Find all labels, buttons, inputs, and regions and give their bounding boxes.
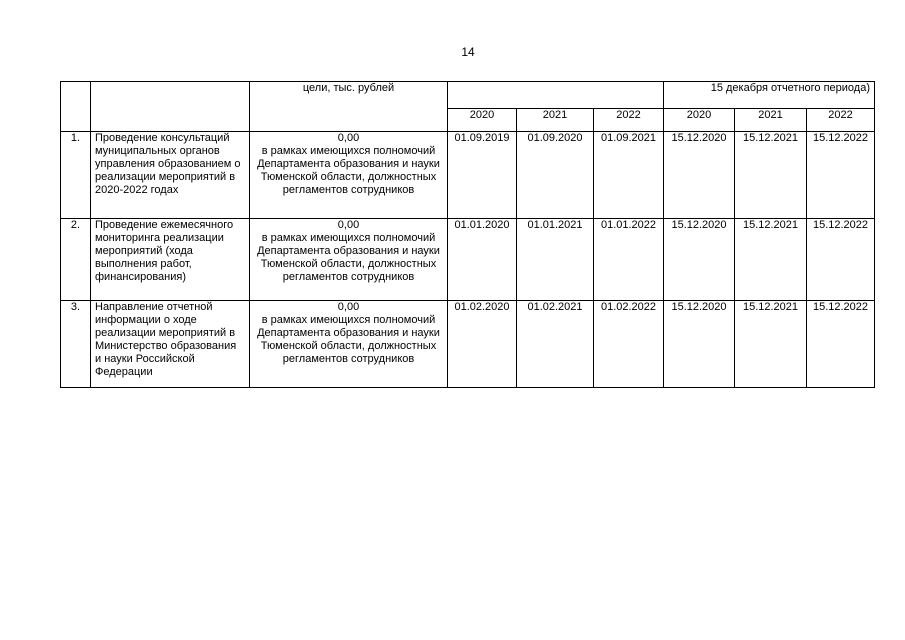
header-year: 2022 [807, 109, 875, 132]
start-date: 01.02.2020 [448, 301, 517, 388]
start-date: 01.01.2021 [517, 219, 594, 301]
funding-cell [250, 132, 448, 219]
row-number: 3. [61, 301, 91, 388]
page-number: 14 [461, 45, 475, 59]
activity-name: Проведение ежемесячного мониторинга реализации мероприятий (хода выполнения работ, финансирования) [91, 219, 250, 301]
activity-name: Направление отчетной информации о ходе реализации мероприятий в Министерство образования и науки Российской Федерации [91, 301, 250, 388]
end-date: 15.12.2022 [807, 301, 875, 388]
start-date: 01.09.2020 [517, 132, 594, 219]
row-number: 2. [61, 219, 91, 301]
activities-table [60, 81, 875, 388]
header-start-dates-group [448, 82, 664, 109]
funding-cell [250, 219, 448, 301]
start-date: 01.09.2019 [448, 132, 517, 219]
header-year: 2022 [594, 109, 664, 132]
header-year: 2021 [517, 109, 594, 132]
end-date: 15.12.2020 [664, 301, 735, 388]
funding-basis: в рамках имеющихся полномочий Департамента образования и науки Тюменской области, должностных регламентов сотрудников [257, 145, 440, 196]
end-date: 15.12.2021 [735, 301, 807, 388]
end-date: 15.12.2021 [735, 219, 807, 301]
start-date: 01.01.2022 [594, 219, 664, 301]
header-year: 2020 [664, 109, 735, 132]
header-year: 2021 [735, 109, 807, 132]
funding-basis: в рамках имеющихся полномочий Департамента образования и науки Тюменской области, должностных регламентов сотрудников [257, 314, 440, 365]
header-num-cell [61, 82, 91, 132]
start-date: 01.01.2020 [448, 219, 517, 301]
start-date: 01.02.2021 [517, 301, 594, 388]
start-date: 01.09.2021 [594, 132, 664, 219]
table-row [61, 301, 875, 388]
funding-basis: в рамках имеющихся полномочий Департамента образования и науки Тюменской области, должностных регламентов сотрудников [257, 232, 440, 283]
end-date: 15.12.2022 [807, 132, 875, 219]
funding-cell [250, 301, 448, 388]
funding-amount: 0,00 [337, 219, 360, 231]
funding-amount: 0,00 [337, 301, 360, 313]
header-row-top [61, 82, 875, 109]
header-activity-cell [91, 82, 250, 132]
end-date: 15.12.2022 [807, 219, 875, 301]
end-date: 15.12.2020 [664, 132, 735, 219]
funding-amount: 0,00 [337, 132, 360, 144]
end-date: 15.12.2021 [735, 132, 807, 219]
table-row [61, 132, 875, 219]
table-row [61, 219, 875, 301]
header-period-caption: 15 декабря отчетного периода) [664, 82, 875, 109]
start-date: 01.02.2022 [594, 301, 664, 388]
row-number: 1. [61, 132, 91, 219]
header-year: 2020 [448, 109, 517, 132]
header-funding-caption: цели, тыс. рублей [250, 82, 448, 132]
activity-name: Проведение консультаций муниципальных органов управления образованием о реализации мероприятий в 2020-2022 годах [91, 132, 250, 219]
end-date: 15.12.2020 [664, 219, 735, 301]
